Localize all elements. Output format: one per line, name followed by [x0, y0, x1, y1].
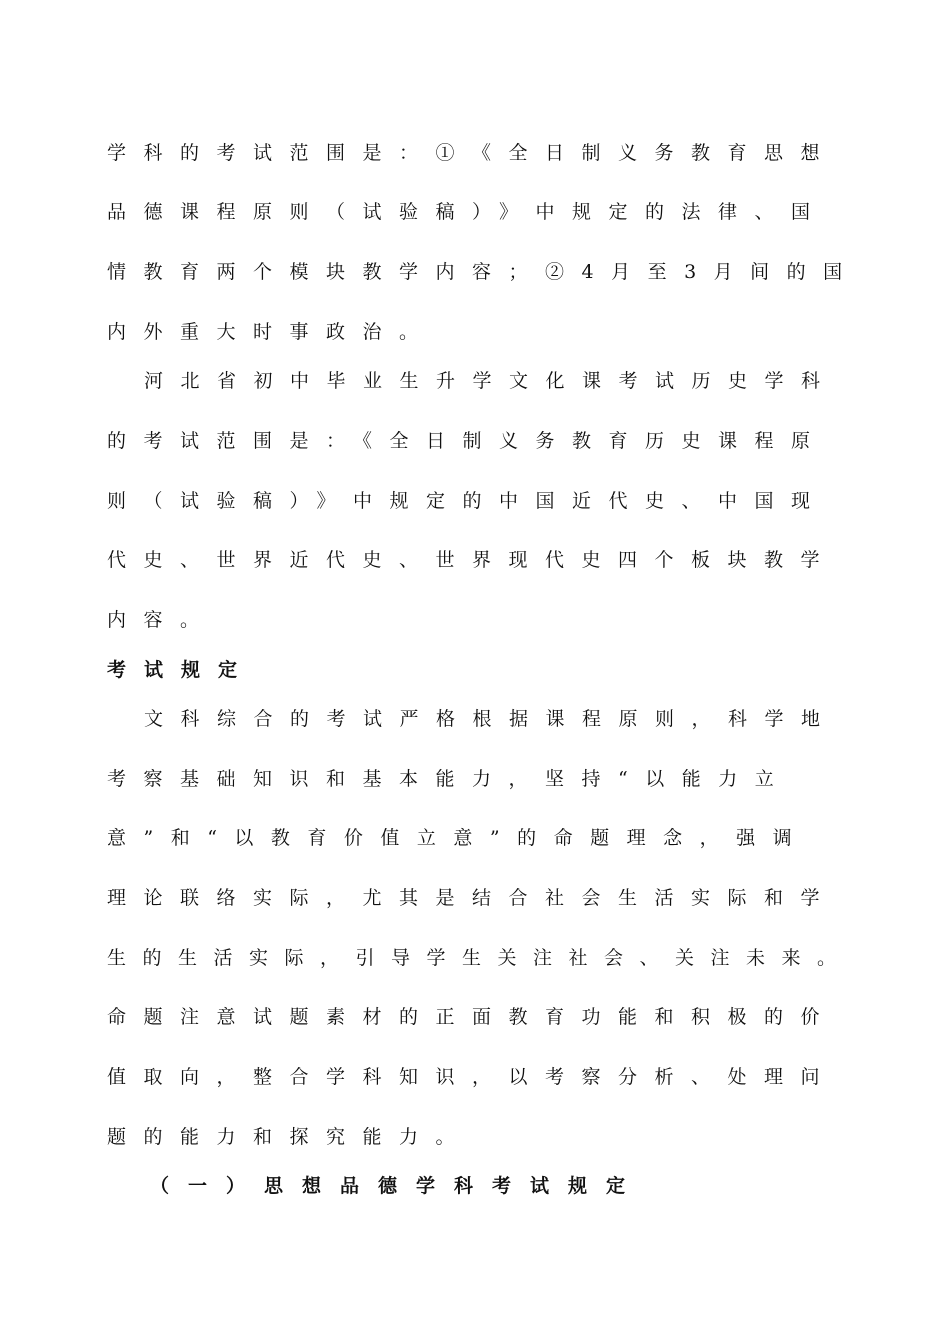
body-line: 题的能力和探究能力。: [107, 1126, 473, 1148]
body-line: 值取向，整合学科知识，以考察分析、处理问: [107, 1066, 838, 1088]
section-heading: 考试规定: [107, 659, 256, 681]
body-line: 情教育两个模块教学内容；②4月至3月间的国: [107, 261, 860, 283]
body-line: 内外重大时事政治。: [107, 321, 436, 343]
body-line: 命题注意试题素材的正面教育功能和积极的价: [107, 1006, 838, 1028]
body-line: 代史、世界近代史、世界现代史四个板块教学: [107, 549, 838, 571]
body-line: 考察基础知识和基本能力，坚持“以能力立: [107, 768, 792, 790]
paragraph-start-line: 河北省初中毕业生升学文化课考试历史学科: [144, 370, 838, 392]
body-line: 的考试范围是：《全日制义务教育历史课程原: [107, 430, 828, 452]
body-line: 内容。: [107, 609, 217, 631]
body-line: 生的生活实际，引导学生关注社会、关注未来。: [107, 947, 853, 969]
body-line: 学科的考试范围是：①《全日制义务教育思想: [107, 142, 838, 164]
body-line: 则（试验稿）》中规定的中国近代史、中国现: [107, 490, 828, 512]
body-line: 理论联络实际，尤其是结合社会生活实际和学: [107, 887, 838, 909]
paragraph-start-line: 文科综合的考试严格根据课程原则，科学地: [144, 708, 838, 730]
body-line: 品德课程原则（试验稿）》中规定的法律、国: [107, 201, 828, 223]
subsection-heading: （一）思想品德学科考试规定: [150, 1175, 645, 1197]
body-line: 意”和“以教育价值立意”的命题理念，强调: [107, 827, 810, 849]
